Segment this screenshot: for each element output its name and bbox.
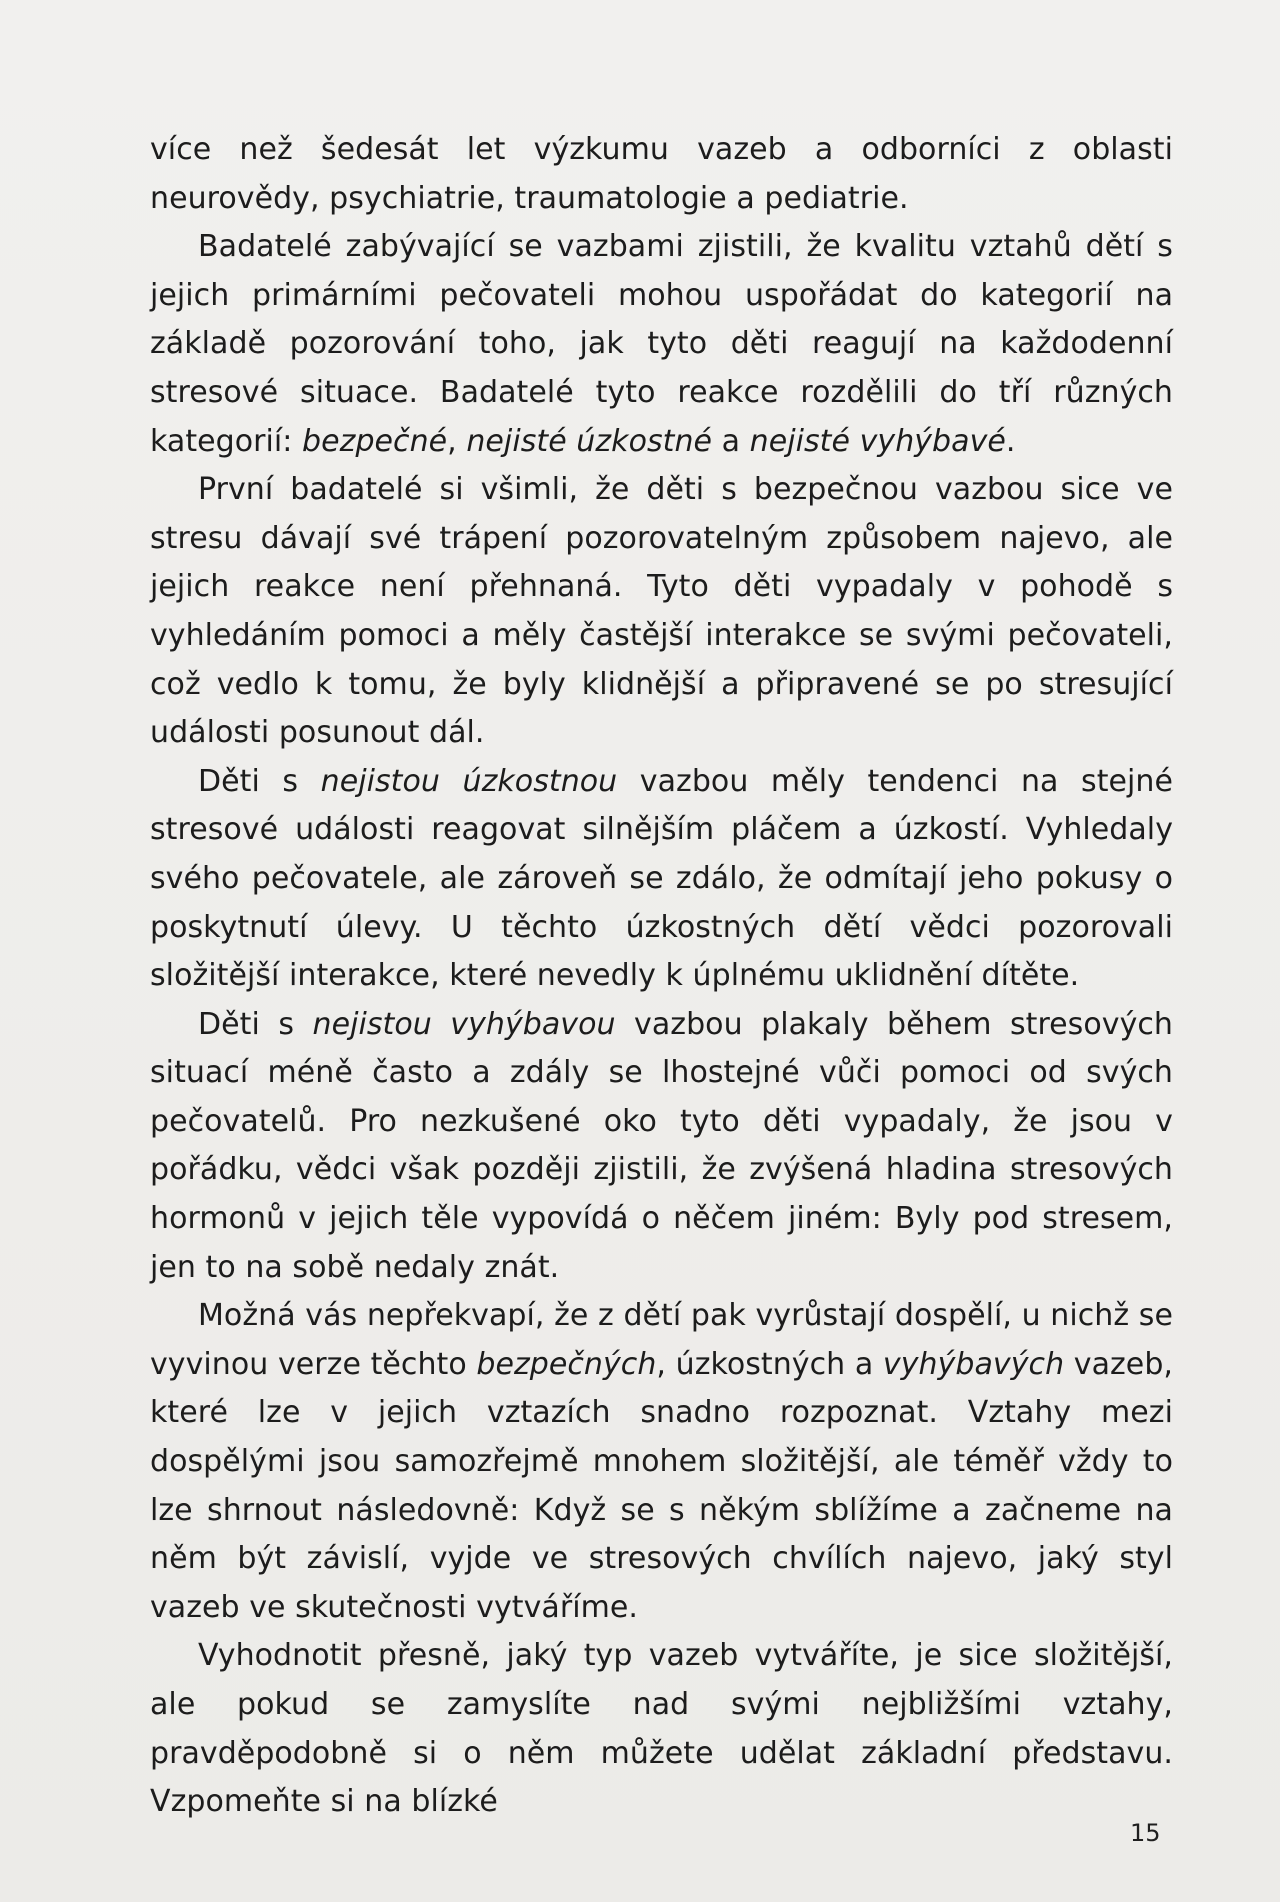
paragraph-1 [150, 126, 1173, 223]
paragraph-2-emphasis-2: nejisté úzkostné [466, 423, 713, 459]
body-text [150, 126, 1173, 1827]
paragraph-6-segment-1: Možná vás nepřekvapí, že z dětí pak vyrůstají dospělí, u nichž se vyvinou verze těchto [150, 1298, 1173, 1382]
page-number: 15 [1130, 1819, 1161, 1847]
paragraph-5-emphasis-1: nejistou vyhýbavou [312, 1006, 616, 1042]
paragraph-3-segment-1: První badatelé si všimli, že děti s bezpečnou vazbou sice ve stresu dávají své trápení pozorovatelným způsobem najevo, ale jejich reakce není přehnaná. Tyto děti vypadaly v pohodě s vyhledáním pomoci a měly častější interakce se svými pečovateli, což vedlo k tomu, že byly klidnější a připravené se po stresující události posunout dál. [150, 472, 1173, 751]
paragraph-2-emphasis-1: bezpečné [302, 423, 448, 459]
paragraph-2 [150, 223, 1173, 466]
paragraph-2-segment-3: a [712, 423, 750, 459]
paragraph-5-segment-1: Děti s [198, 1006, 313, 1042]
paragraph-6-emphasis-1: bezpečných [476, 1346, 657, 1382]
paragraph-2-segment-2: , [447, 423, 467, 459]
paragraph-1-segment-1: více než šedesát let výzkumu vazeb a odborníci z oblasti neurovědy, psychiatrie, traumatologie a pediatrie. [150, 132, 1173, 216]
paragraph-6-emphasis-2: vyhýbavých [882, 1346, 1065, 1382]
paragraph-4-emphasis-1: nejistou úzkostnou [320, 763, 618, 799]
paragraph-6-segment-2: , úzkostných a [656, 1346, 883, 1382]
paragraph-4-segment-2: vazbou měly tendenci na stejné stresové události reagovat silnějším pláčem a úzkostí. Vyhledaly svého pečovatele, ale zároveň se zdálo, že odmítají jeho pokusy o poskytnutí úlevy. U těchto úzkostných dětí vědci pozorovali složitější interakce, které nevedly k úplnému uklidnění dítěte. [150, 763, 1173, 994]
paragraph-5 [150, 1001, 1173, 1293]
paragraph-6-segment-3: vazeb, které lze v jejich vztazích snadno rozpoznat. Vztahy mezi dospělými jsou samozřejmě mnohem složitější, ale téměř vždy to lze shrnout následovně: Když se s někým sblížíme a začneme na něm být závislí, vyjde ve stresových chvílích najevo, jaký styl vazeb ve skutečnosti vytváříme. [150, 1346, 1173, 1625]
paragraph-2-segment-4: . [1005, 423, 1016, 459]
paragraph-7 [150, 1632, 1173, 1826]
paragraph-4 [150, 758, 1173, 1001]
paragraph-5-segment-2: vazbou plakaly během stresových situací méně často a zdály se lhostejné vůči pomoci od svých pečovatelů. Pro nezkušené oko tyto děti vypadaly, že jsou v pořádku, vědci však později zjistili, že zvýšená hladina stresových hormonů v jejich těle vypovídá o něčem jiném: Byly pod stresem, jen to na sobě nedaly znát. [150, 1006, 1173, 1285]
paragraph-2-segment-1: Badatelé zabývající se vazbami zjistili, že kvalitu vztahů dětí s jejich primárními pečovateli mohou uspořádat do kategorií na základě pozorování toho, jak tyto děti reagují na každodenní stresové situace. Badatelé tyto reakce rozdělili do tří různých kategorií: [150, 229, 1173, 459]
paragraph-6 [150, 1292, 1173, 1632]
paragraph-3 [150, 466, 1173, 758]
paragraph-7-segment-1: Vyhodnotit přesně, jaký typ vazeb vytváříte, je sice složitější, ale pokud se zamyslíte nad svými nejbližšími vztahy, pravděpodobně si o něm můžete udělat základní představu. Vzpomeňte si na blízké [150, 1638, 1173, 1820]
paragraph-2-emphasis-3: nejisté vyhýbavé [749, 423, 1006, 459]
paragraph-4-segment-1: Děti s [198, 763, 321, 799]
